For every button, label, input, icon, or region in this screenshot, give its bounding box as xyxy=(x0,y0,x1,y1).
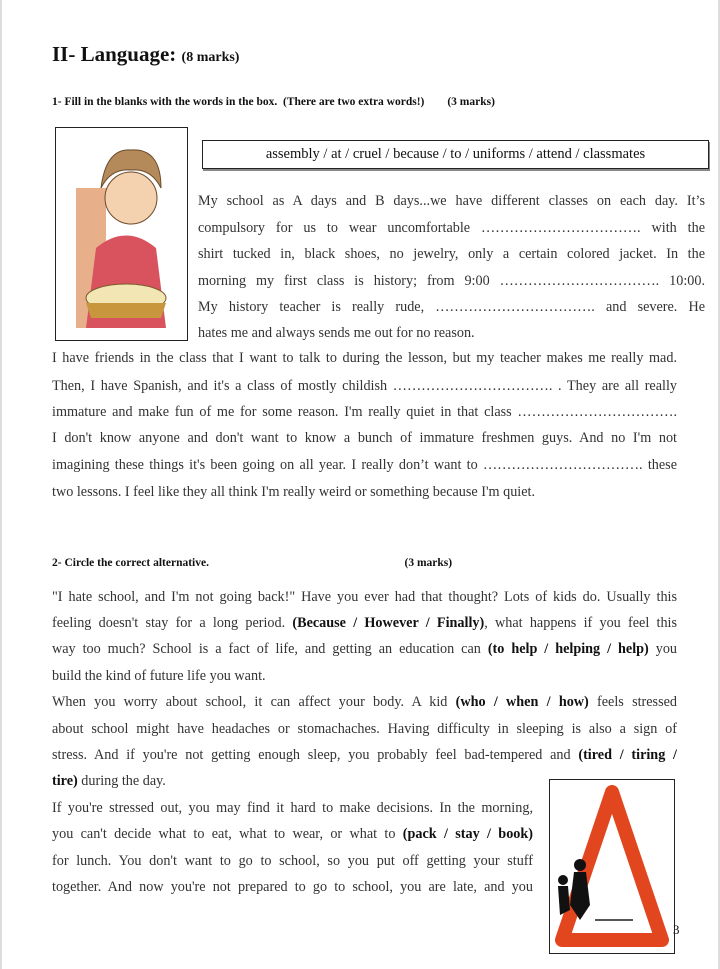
text-segment: I have friends in the class that I want to talk to during the lesson, but my teacher makes me really mad. xyxy=(52,350,677,366)
text-segment: feeling doesn't stay for a long period. xyxy=(52,615,293,631)
text-line xyxy=(52,745,677,765)
text-segment: stress. And if you're not getting enough sleep, you probably feel bad-tempered and xyxy=(52,747,579,763)
text-segment: feels stressed xyxy=(588,694,677,710)
answer-choices: (pack / stay / book) xyxy=(402,826,533,842)
text-segment: for lunch. You don't want to go to school, so you put off getting your stuff xyxy=(52,853,533,869)
text-line xyxy=(198,297,705,317)
text-line xyxy=(52,587,677,607)
text-line xyxy=(52,666,677,686)
text-segment: about school might have headaches or stomachaches. Having difficulty in sleeping is also a sign of xyxy=(52,721,677,737)
text-segment: you can't decide what to eat, what to wear, or what to xyxy=(52,826,403,842)
text-line xyxy=(52,639,677,659)
bored-student-illustration xyxy=(55,127,188,341)
section-title-text: II- Language: xyxy=(52,42,177,66)
text-line xyxy=(52,877,533,897)
text-segment: two lessons. I feel like they all think I'm really weird or something because I'm quiet. xyxy=(52,484,536,500)
text-line xyxy=(198,323,705,343)
text-segment: morning my first class is history; from 9:00 ……………………………. 10:00. xyxy=(198,273,705,289)
text-line xyxy=(198,218,705,238)
text-line xyxy=(52,613,677,633)
text-segment: way too much? School is a fact of life, and getting an education can xyxy=(52,641,488,657)
text-segment: build the kind of future life you want. xyxy=(52,668,266,684)
text-line xyxy=(52,455,677,475)
text-line xyxy=(198,271,705,291)
text-segment: compulsory for us to wear uncomfortable ……………………………. with the xyxy=(198,220,705,236)
text-segment: during the day. xyxy=(77,773,166,789)
text-segment: Then, I have Spanish, and it's a class of mostly childish ……………………………. . They are all really xyxy=(52,378,677,394)
text-line xyxy=(52,482,677,502)
text-line xyxy=(52,824,533,844)
text-segment: "I hate school, and I'm not going back!" Have you ever had that thought? Lots of kids do. Usually this xyxy=(52,589,677,605)
text-line xyxy=(52,798,533,818)
text-segment: imagining these things it's been going on all year. I really don’t want to ……………………………. these xyxy=(52,457,677,473)
text-segment: you xyxy=(648,641,678,657)
text-line xyxy=(52,376,677,396)
text-line xyxy=(198,244,705,264)
text-segment: immature and make fun of me for some reason. I'm really quiet in that class ……………………………. xyxy=(52,404,677,420)
text-line xyxy=(52,348,677,368)
text-line xyxy=(52,402,677,422)
q1-instruction: 1- Fill in the blanks with the words in the box. (There are two extra words!) (3 marks) xyxy=(52,96,495,108)
text-segment: If you're stressed out, you may find it hard to make decisions. In the morning, xyxy=(52,800,533,816)
answer-choices: (Because / However / Finally) xyxy=(292,615,485,631)
text-line xyxy=(52,719,677,739)
answer-choices: (tired / tiring / xyxy=(578,747,677,763)
text-segment: When you worry about school, it can affect your body. A kid xyxy=(52,694,456,710)
text-segment: My history teacher is really rude, ……………………………. and severe. He xyxy=(198,299,705,315)
text-line xyxy=(52,428,677,448)
text-segment: My school as A days and B days...we have different classes on each day. It’s xyxy=(198,193,705,209)
text-line xyxy=(52,851,533,871)
text-segment: shirt tucked in, black shoes, no jewelry, only a certain colored jacket. In the xyxy=(198,246,705,262)
answer-choices: (to help / helping / help) xyxy=(487,641,649,657)
page-number: 3 xyxy=(673,922,680,937)
text-segment: hates me and always sends me out for no reason. xyxy=(198,325,475,341)
word-box: assembly / at / cruel / because / to / uniforms / attend / classmates xyxy=(202,140,709,169)
text-segment: together. And now you're not prepared to go to school, you are late, and you xyxy=(52,879,533,895)
text-segment: I don't know anyone and don't want to know a bunch of immature freshmen guys. And no I'm not xyxy=(52,430,677,446)
text-line xyxy=(198,191,705,211)
text-line xyxy=(52,692,677,712)
text-segment: , what happens if you feel this xyxy=(484,615,678,631)
school-crossing-sign xyxy=(549,779,675,954)
section-title xyxy=(52,42,239,67)
answer-choices: tire) xyxy=(52,773,78,789)
answer-choices: (who / when / how) xyxy=(455,694,589,710)
section-marks: (8 marks) xyxy=(181,50,240,65)
q2-instruction: 2- Circle the correct alternative. (3 marks) xyxy=(52,557,453,569)
